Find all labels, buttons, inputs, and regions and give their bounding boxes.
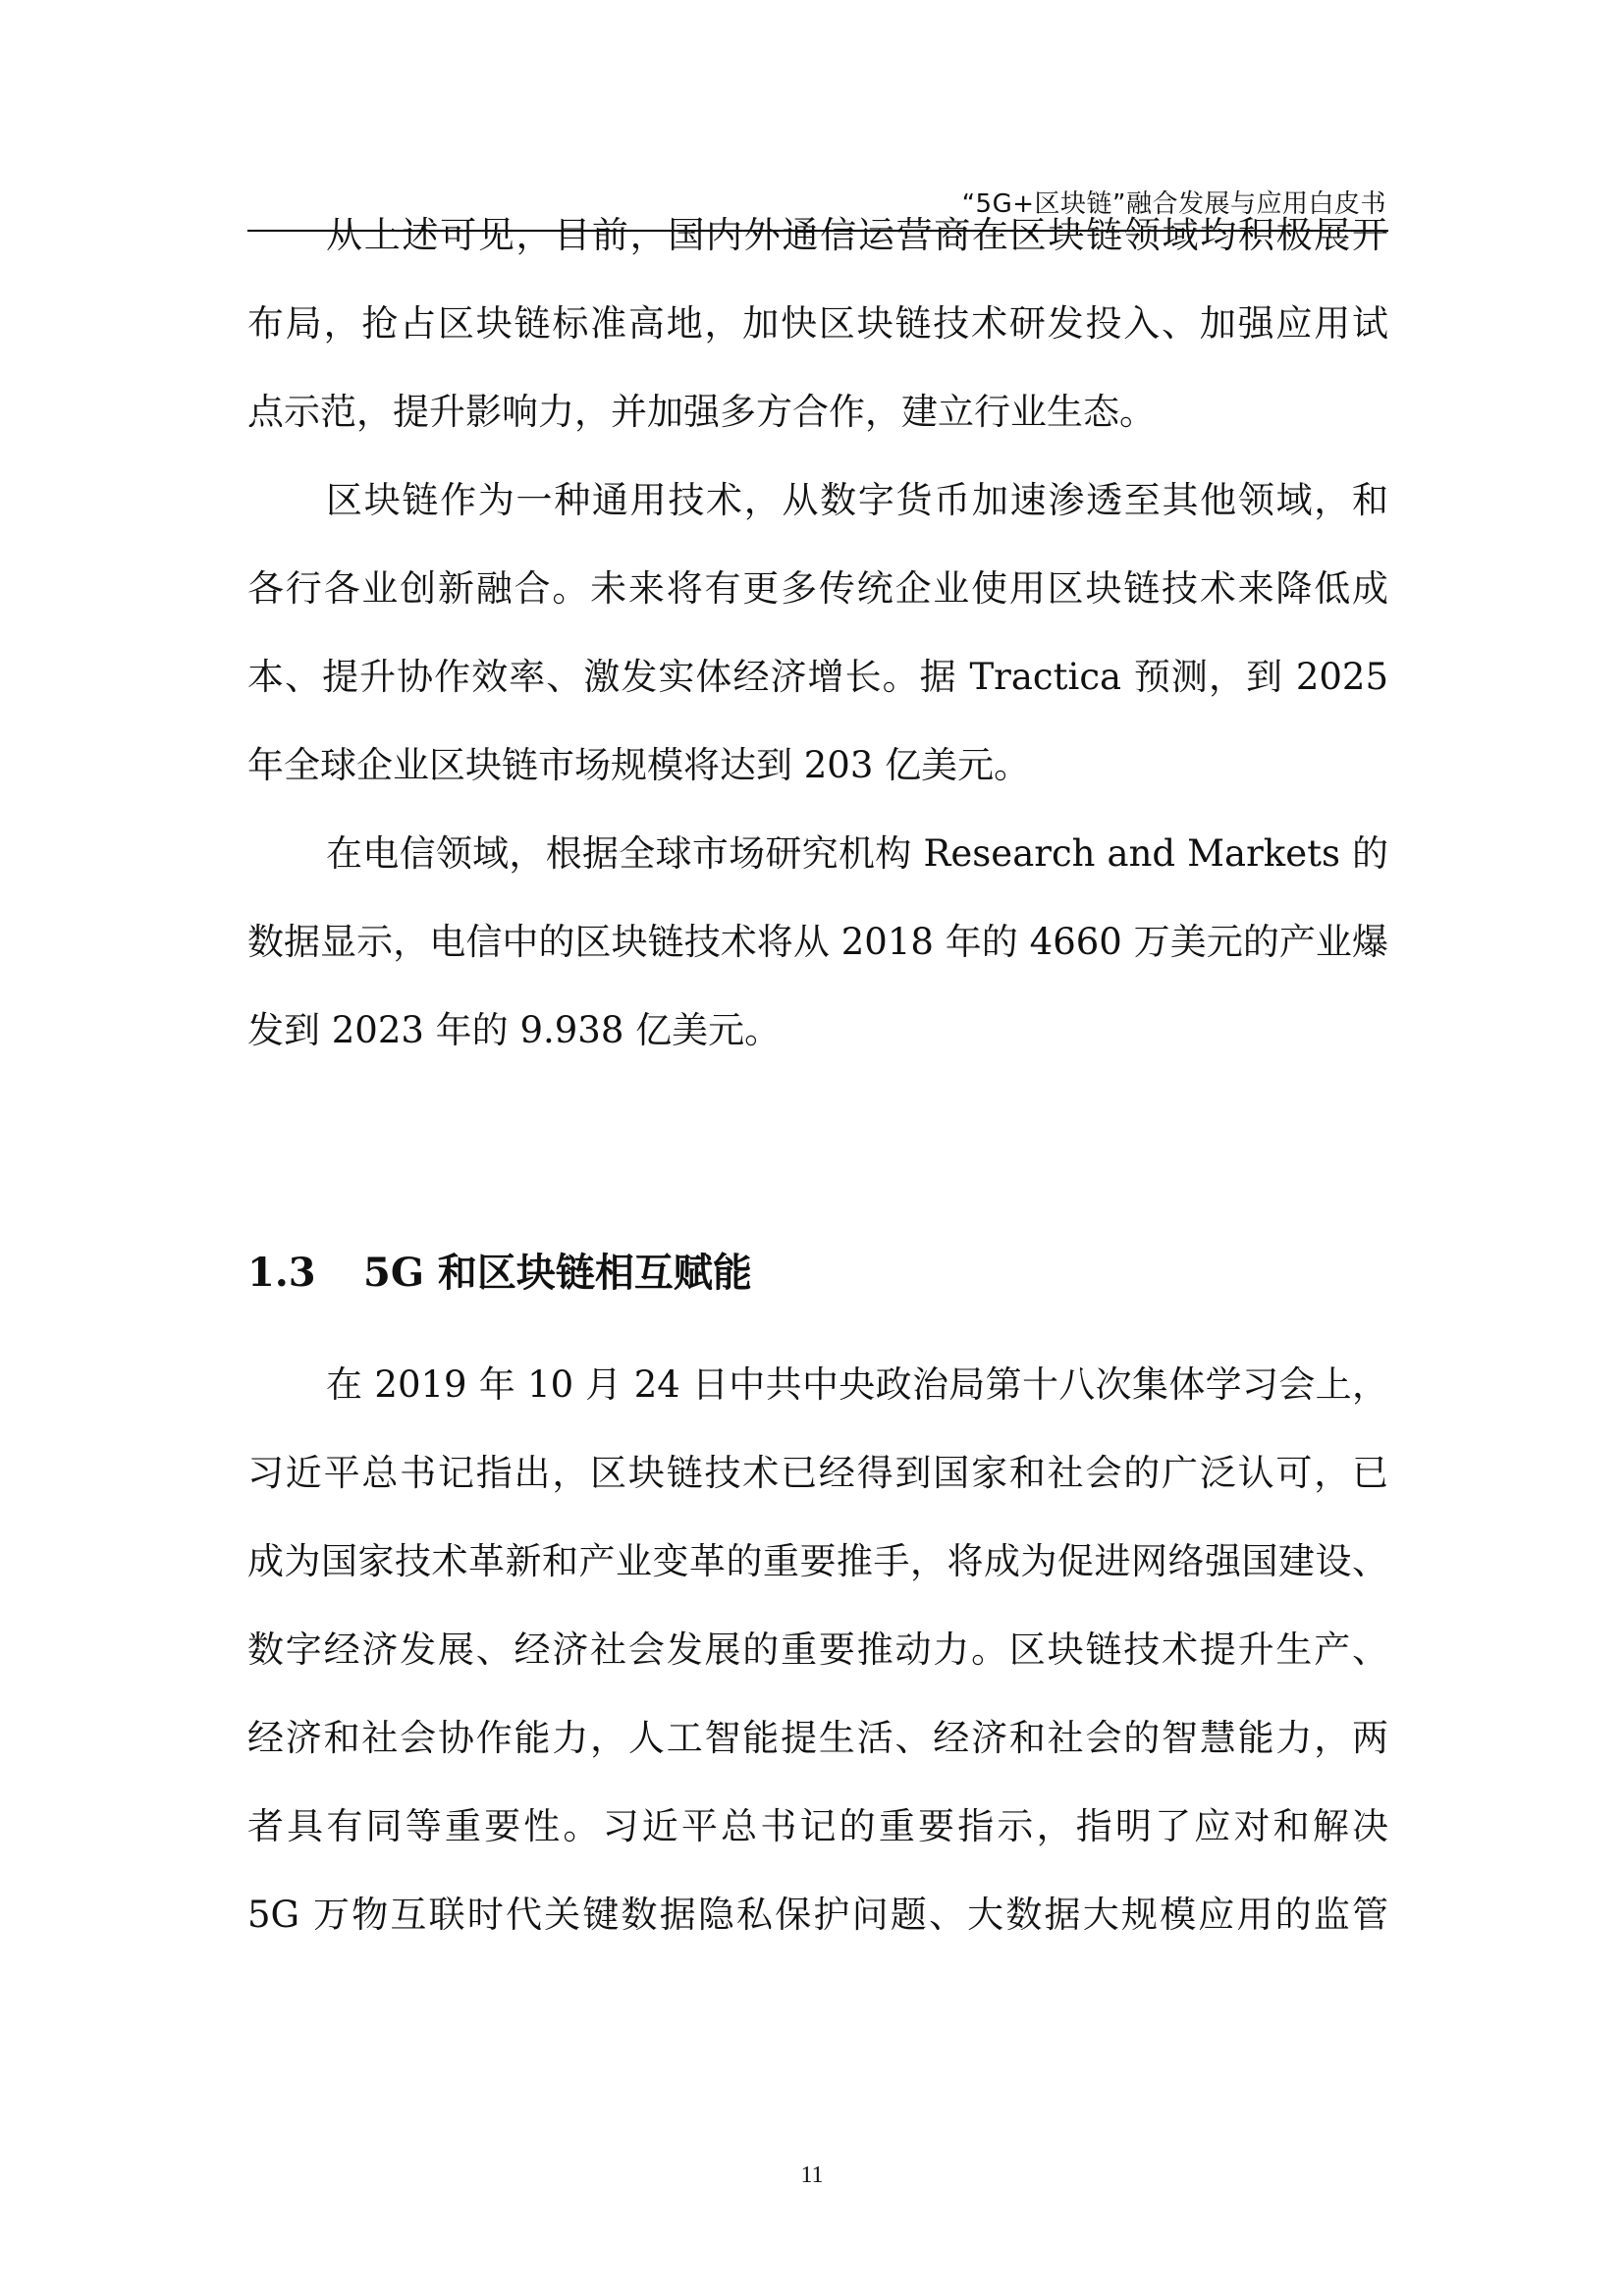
text-line: 成为国家技术革新和产业变革的重要推手，将成为促进网络强国建设、 [247, 1540, 1388, 1582]
paragraph-blockchain-general-technology [247, 456, 1388, 810]
text-line: 在 2019 年 10 月 24 日中共中央政治局第十八次集体学习会上， [326, 1363, 1388, 1406]
paragraph-telecom-market [247, 810, 1388, 1075]
text-line: 发到 2023 年的 9.938 亿美元。 [247, 1009, 782, 1051]
text-line: 本、提升协作效率、激发实体经济增长。据 Tractica 预测，到 2025 [247, 656, 1388, 698]
page-number: 11 [800, 2163, 824, 2188]
section-number: 1.3 [247, 1250, 316, 1296]
section-heading [247, 1239, 752, 1308]
text-line: 从上述可见，目前，国内外通信运营商在区块链领域均积极展开 [326, 214, 1388, 256]
section-title: 5G 和区块链相互赋能 [363, 1250, 752, 1296]
text-line: 5G 万物互联时代关键数据隐私保护问题、大数据大规模应用的监管 [247, 1894, 1388, 1936]
text-line: 各行各业创新融合。未来将有更多传统企业使用区块链技术来降低成 [247, 567, 1388, 610]
text-line: 布局，抢占区块链标准高地，加快区块链技术研发投入、加强应用试 [247, 302, 1388, 345]
text-line: 习近平总书记指出，区块链技术已经得到国家和社会的广泛认可，已 [247, 1452, 1388, 1494]
paragraph-politburo-study [247, 1341, 1388, 1959]
text-line: 经济和社会协作能力，人工智能提生活、经济和社会的智慧能力，两 [247, 1717, 1388, 1759]
text-line: 在电信领域，根据全球市场研究机构 Research and Markets 的 [326, 832, 1388, 875]
paragraph-operators-summary [247, 191, 1388, 456]
text-line: 数字经济发展、经济社会发展的重要推动力。区块链技术提升生产、 [247, 1629, 1388, 1671]
text-line: 者具有同等重要性。习近平总书记的重要指示，指明了应对和解决 [247, 1805, 1388, 1847]
text-line: 数据显示，电信中的区块链技术将从 2018 年的 4660 万美元的产业爆 [247, 921, 1388, 963]
text-line: 年全球企业区块链市场规模将达到 203 亿美元。 [247, 744, 1031, 786]
text-line: 区块链作为一种通用技术，从数字货币加速渗透至其他领域，和 [326, 479, 1388, 521]
running-header-title: “5G+区块链”融合发展与应用白皮书 [961, 189, 1386, 219]
text-line: 点示范，提升影响力，并加强多方合作，建立行业生态。 [247, 391, 1156, 433]
